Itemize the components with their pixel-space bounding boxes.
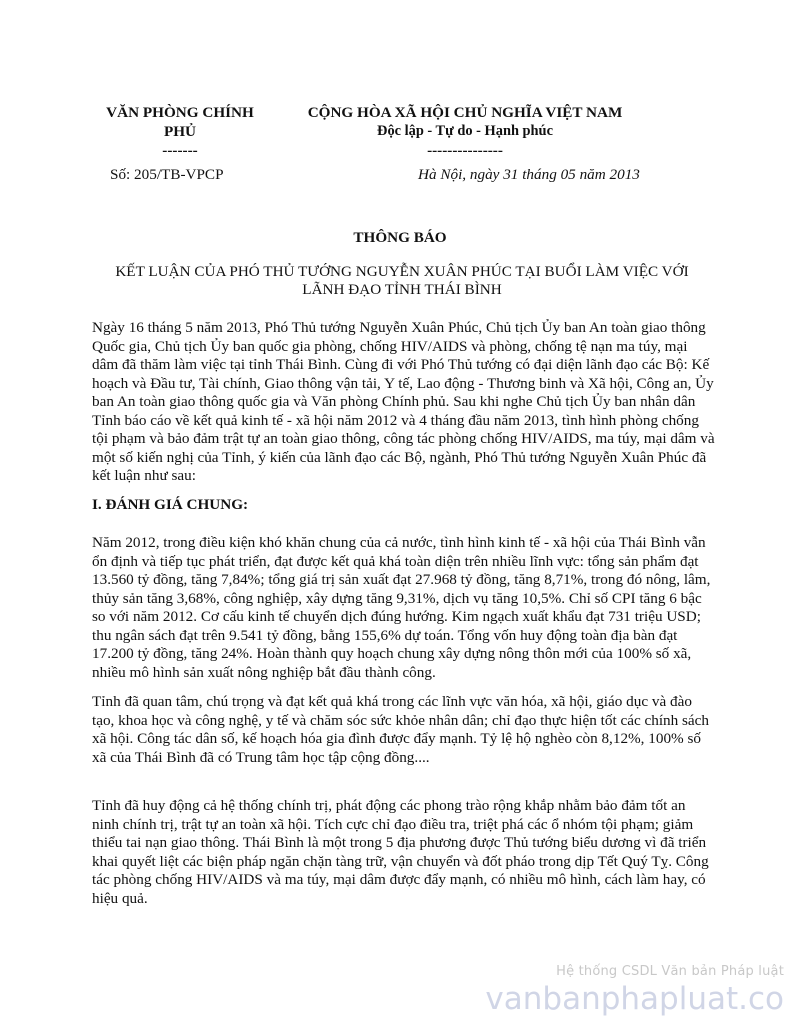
national-motto: Độc lập - Tự do - Hạnh phúc — [377, 123, 553, 139]
body-paragraph-1: Năm 2012, trong điều kiện khó khăn chung của cả nước, tình hình kinh tế - xã hội của Thái Bình vẫn ổn định và tiếp tục phát triển, đạt được kết quả khá toàn diện trên nhiều lĩnh vực: tổng sản phẩm đạt 13.560 tỷ đồng, tăng 7,84%; tổng giá trị sản xuất đạt 27.968 tỷ đồng, tăng 8,71%, trong đó nông, lâm, thủy sản tăng 3,68%, công nghiệp, xây dựng tăng 9,31%, dịch vụ tăng 10,5%. Chỉ số CPI tăng 6 bậc so với năm 2012. Cơ cấu kinh tế chuyển dịch đúng hướng. Kim ngạch xuất khẩu đạt 731 triệu USD; thu ngân sách đạt trên 9.541 tỷ đồng, bằng 155,6% dự toán. Tổng vốn huy động toàn địa bàn đạt 17.200 tỷ đồng, tăng 24%. Hoàn thành quy hoạch chung xây dựng nông thôn mới của 100% số xã, nhiều mô hình sản xuất nông nghiệp bắt đầu thành công. — [92, 534, 711, 681]
document-title-line1: KẾT LUẬN CỦA PHÓ THỦ TƯỚNG NGUYỄN XUÂN PHÚC TẠI BUỔI LÀM VIỆC VỚI — [115, 263, 689, 280]
watermark-caption: Hệ thống CSDL Văn bản Pháp luật — [556, 964, 784, 979]
body-paragraph-2: Tỉnh đã quan tâm, chú trọng và đạt kết quả khá trong các lĩnh vực văn hóa, xã hội, giáo dục và đào tạo, khoa học và công nghệ, y tế và chăm sóc sức khỏe nhân dân; chỉ đạo thực hiện tốt các chính sách xã hội. Công tác dân số, kế hoạch hóa gia đình được đẩy mạnh. Tỷ lệ hộ nghèo còn 8,12%, 100% số xã của Thái Bình đã có Trung tâm học tập cộng đồng.... — [92, 693, 710, 766]
national-heading — [270, 103, 660, 160]
issuing-agency — [92, 103, 268, 160]
watermark-site-link[interactable]: vanbanphapluat.co — [485, 981, 784, 1017]
watermark — [485, 964, 784, 1017]
agency-name-line2: PHỦ — [163, 123, 197, 140]
document-title-line2: LÃNH ĐẠO TỈNH THÁI BÌNH — [302, 281, 502, 298]
motto-divider: --------------- — [427, 142, 503, 159]
intro-paragraph: Ngày 16 tháng 5 năm 2013, Phó Thủ tướng Nguyễn Xuân Phúc, Chủ tịch Ủy ban An toàn giao thông Quốc gia, Chủ tịch Ủy ban quốc gia phòng, chống HIV/AIDS và phòng, chống tệ nạn ma túy, mại dâm đã thăm làm việc tại tỉnh Thái Bình. Cùng đi với Phó Thủ tướng có đại diện lãnh đạo các Bộ: Kế hoạch và Đầu tư, Tài chính, Giao thông vận tải, Y tế, Lao động - Thương binh và Xã hội, Công an, Ủy ban An toàn giao thông quốc gia và Văn phòng Chính phủ. Sau khi nghe Chủ tịch Ủy ban nhân dân Tỉnh báo cáo về kết quả kinh tế - xã hội năm 2012 và 4 tháng đầu năm 2013, tình hình phòng chống tội phạm và bảo đảm trật tự an toàn giao thông, công tác phòng chống HIV/AIDS, ma túy, mại dâm và một số kiến nghị của Tỉnh, ý kiến của lãnh đạo các Bộ, ngành, Phó Thủ tướng Nguyễn Xuân Phúc đã kết luận như sau: — [92, 319, 715, 484]
nation-name: CỘNG HÒA XÃ HỘI CHỦ NGHĨA VIỆT NAM — [307, 104, 623, 121]
agency-name-line1: VĂN PHÒNG CHÍNH — [106, 104, 254, 121]
section-heading: I. ĐÁNH GIÁ CHUNG: — [92, 496, 249, 513]
document-type: THÔNG BÁO — [353, 229, 447, 246]
document-title — [92, 263, 712, 299]
body-paragraph-3: Tỉnh đã huy động cả hệ thống chính trị, phát động các phong trào rộng khắp nhằm bảo đảm tốt an ninh chính trị, trật tự an toàn xã hội. Tích cực chỉ đạo điều tra, triệt phá các ổ nhóm tội phạm; giảm thiểu tai nạn giao thông. Thái Bình là một trong 5 địa phương được Thủ tướng biểu dương vì đã triển khai quyết liệt các biện pháp ngăn chặn tàng trữ, vận chuyển và đốt pháo trong dịp Tết Quý Tỵ. Công tác phòng chống HIV/AIDS và ma túy, mại dâm được đẩy mạnh, có nhiều mô hình, cách làm hay, có hiệu quả. — [92, 797, 709, 907]
agency-divider: ------- — [162, 142, 198, 159]
place-and-date: Hà Nội, ngày 31 tháng 05 năm 2013 — [418, 166, 640, 183]
document-number: Số: 205/TB-VPCP — [110, 166, 224, 183]
